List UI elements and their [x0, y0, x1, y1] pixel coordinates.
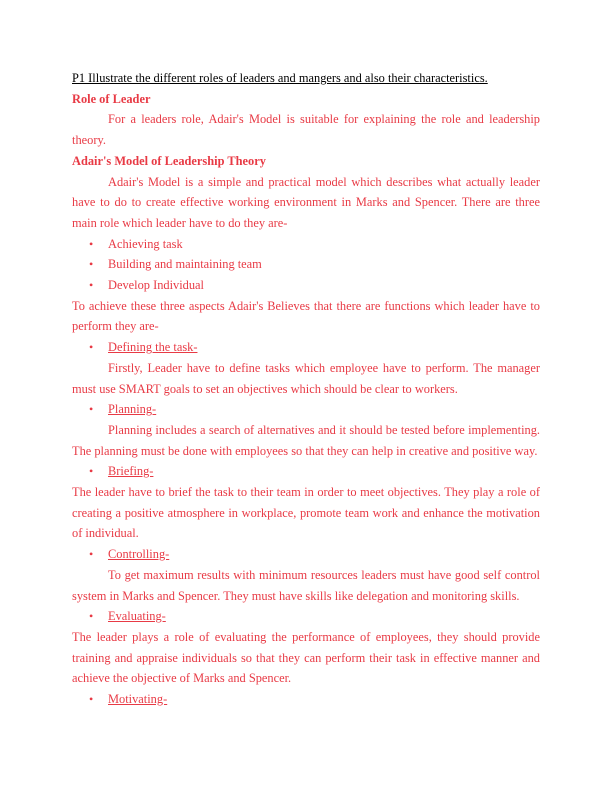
function-label: Planning-: [108, 402, 157, 417]
function-paragraph: The leader have to brief the task to their team in order to meet objectives. They play a role of creating a positive atmosphere in workplace, promote team work and enhance the motivation of individual.: [72, 485, 540, 541]
bullet-icon: •: [89, 609, 94, 624]
function-item: [72, 337, 540, 358]
function-item: [72, 606, 540, 627]
function-item: [72, 544, 540, 565]
function-label: Briefing-: [108, 464, 154, 479]
function-label: Evaluating-: [108, 609, 166, 624]
model-heading: Adair's Model of Leadership Theory: [72, 153, 266, 168]
function-label: Defining the task-: [108, 340, 198, 355]
bullet-icon: •: [89, 278, 94, 293]
function-paragraph: To get maximum results with minimum resources leaders must have good self control system in Marks and Spencer. They must have skills like delegation and monitoring skills.: [72, 567, 540, 603]
bullet-icon: •: [89, 464, 94, 479]
bullet-icon: •: [89, 692, 94, 707]
role-paragraph: For a leaders role, Adair's Model is suitable for explaining the role and leadership theory.: [72, 112, 540, 148]
role-heading: Role of Leader: [72, 91, 151, 106]
function-item: [72, 461, 540, 482]
bullet-icon: •: [89, 547, 94, 562]
bullet-icon: •: [89, 402, 94, 417]
aspects-paragraph: To achieve these three aspects Adair's Believes that there are functions which leader have to perform they are-: [72, 298, 540, 334]
list-item: • Achieving task: [72, 234, 540, 255]
document-page: [72, 68, 540, 710]
bullet-icon: •: [89, 236, 94, 251]
function-item: [72, 689, 540, 710]
function-paragraph: Firstly, Leader have to define tasks which employee have to perform. The manager must use SMART goals to set an objectives which should be clear to workers.: [72, 360, 540, 396]
list-item: • Develop Individual: [72, 275, 540, 296]
function-paragraph: The leader plays a role of evaluating the performance of employees, they should provide training and appraise individuals so that they can perform their task in effective manner and achieve the objective of Marks and Spencer.: [72, 629, 540, 686]
bullet-icon: •: [89, 257, 94, 272]
model-paragraph: Adair's Model is a simple and practical model which describes what actually leader have to do to create effective working environment in Marks and Spencer. There are three main role which leader have to do they are-: [72, 174, 540, 230]
function-label: Motivating-: [108, 692, 168, 707]
function-item: [72, 399, 540, 420]
function-paragraph: Planning includes a search of alternatives and it should be tested before implementing. The planning must be done with employees so that they can help in creative and positive way.: [72, 422, 540, 458]
bullet-icon: •: [89, 340, 94, 355]
section-title: P1 Illustrate the different roles of leaders and mangers and also their characteristics.: [72, 71, 488, 85]
function-label: Controlling-: [108, 547, 170, 562]
list-item: • Building and maintaining team: [72, 254, 540, 275]
